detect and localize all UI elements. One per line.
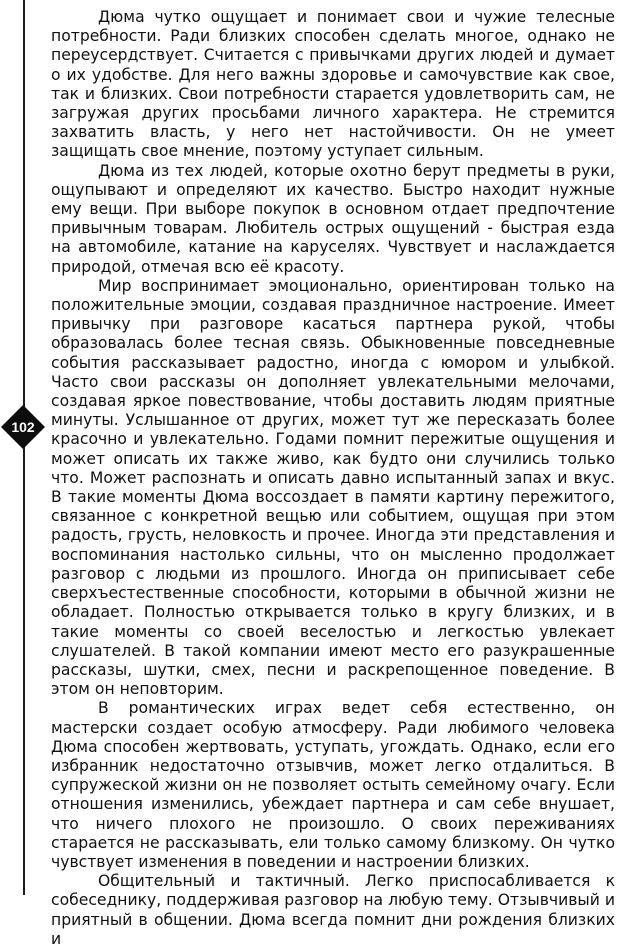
page-number-badge bbox=[0, 404, 46, 450]
page-number: 102 bbox=[11, 419, 35, 435]
page-number-diamond bbox=[0, 404, 46, 450]
paragraph: В романтических играх ведет себя естественно, он мастерски создает особую атмосферу. Ради любимого человека Дюма способен жертвовать, уступать, угождать. Однако, если его избранник недостаточно отзывчив, может легко отдалиться. В супружеской жизни он не позволяет остыть семейному очагу. Если отношения изменились, убеждает партнера и сам себе внушает, что ничего плохого не произошло. О своих переживаниях старается не рассказывать, ели только самому близкому. Он чутко чувствует изменения в поведении и настроении близких. bbox=[51, 699, 615, 871]
paragraph: Общительный и тактичный. Легко приспосабливается к собеседнику, поддерживая разговор на любую тему. Отзывчивый и приятный в общении. Дюма всегда помнит дни рождения близких и bbox=[51, 872, 615, 948]
paragraph: Дюма чутко ощущает и понимает свои и чужие телесные потребности. Ради близких способен сделать многое, однако не переусердствует. Считается с привычками других людей и думает о их удобстве. Для него важны здоровье и самочувствие как свое, так и близких. Свои потребности старается удовлетворить сам, не загружая других просьбами личного характера. Не стремится захватить власть, у него нет настойчивости. Он не умеет защищать свое мнение, поэтому уступает сильным. bbox=[51, 8, 615, 161]
text-body bbox=[51, 8, 615, 949]
paragraph: Мир воспринимает эмоционально, ориентирован только на положительные эмоции, создавая праздничное настроение. Имеет привычку при разговоре касаться партнера рукой, чтобы образовалась более тесная связь. Обыкновенные повседневные события рассказывает радостно, иногда с юмором и улыбкой. Часто свои рассказы он дополняет увлекательными мелочами, создавая яркое повествование, чтобы доставить людям приятные минуты. Услышанное от других, может тут же пересказать более красочно и увлекательно. Годами помнит пережитые ощущения и может описать их также живо, как будто они случились только что. Может распознать и описать давно испытанный запах и вкус. В такие моменты Дюма воссоздает в памяти картину пережитого, связанное с конкретной вещью или событием, ощущая при этом радость, грусть, неловкость и прочее. Иногда эти представления и воспоминания настолько сильны, что он мысленно продолжает разговор с людьми из прошлого. Иногда он приписывает себе сверхъестественные способности, которыми в обычной жизни не обладает. Полностью открывается только в кругу близких, и в такие моменты со своей веселостью и легкостью увлекает слушателей. В такой компании имеют место его разукрашенные рассказы, шутки, смех, песни и раскрепощенное поведение. В этом он неповторим. bbox=[51, 276, 615, 699]
paragraph: Дюма из тех людей, которые охотно берут предметы в руки, ощупывают и определяют их качество. Быстро находит нужные ему вещи. При выборе покупок в основном отдает предпочтение привычным товарам. Любитель острых ощущений - быстрая езда на автомобиле, катание на каруселях. Чувствует и наслаждается природой, отмечая всю её красоту. bbox=[51, 161, 615, 276]
